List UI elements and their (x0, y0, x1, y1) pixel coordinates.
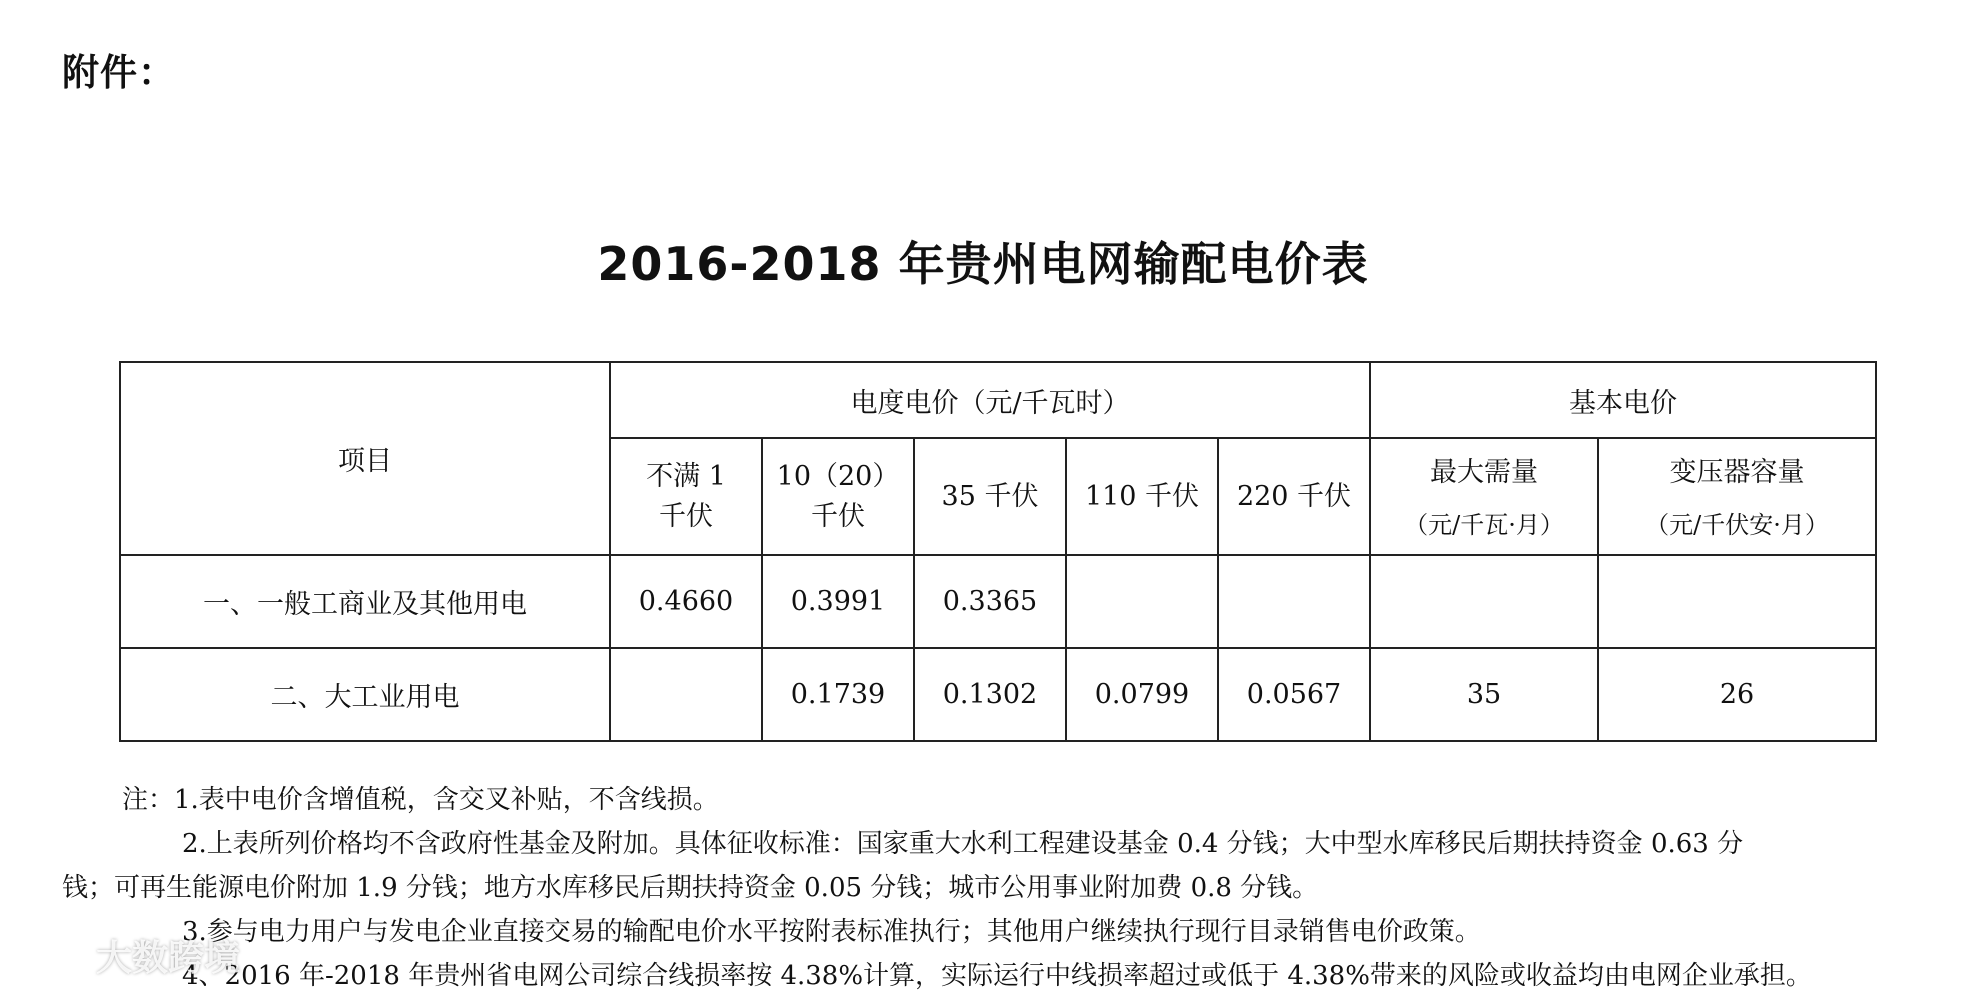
note-line: 3.参与电力用户与发电企业直接交易的输配电价水平按附表标准执行；其他用户继续执行现行目录销售电价政策。 (182, 917, 1481, 947)
transformer-capacity-header: 变压器容量 （元/千伏安·月） (1598, 438, 1876, 555)
k-chat-logo-icon (12, 936, 88, 976)
energy-price-header: 电度电价（元/千瓦时） (610, 362, 1370, 438)
table-row (120, 648, 1876, 741)
table-cell (1370, 555, 1598, 648)
note-line: 2.上表所列价格均不含政府性基金及附加。具体征收标准：国家重大水利工程建设基金 0.4 分钱；大中型水库移民后期扶持资金 0.63 分 (182, 829, 1744, 859)
basic-price-header: 基本电价 (1370, 362, 1876, 438)
max-demand-header: 最大需量 （元/千瓦·月） (1370, 438, 1598, 555)
table-cell (1218, 555, 1370, 648)
row-item-label: 二、大工业用电 (120, 648, 610, 741)
table-cell: 0.3365 (914, 555, 1066, 648)
voltage-header: 220 千伏 (1218, 438, 1370, 555)
item-header: 项目 (120, 362, 610, 555)
table-cell (1598, 555, 1876, 648)
watermark-text: 大数跨境 (96, 938, 241, 979)
table-header-row (120, 362, 1876, 438)
voltage-header: 10（20） 千伏 (762, 438, 914, 555)
row-item-label: 一、一般工商业及其他用电 (120, 555, 610, 648)
attachment-label: 附件： (62, 51, 176, 94)
note-line: 4、2016 年-2018 年贵州省电网公司综合线损率按 4.38%计算，实际运行中线损率超过或低于 4.38%带来的风险或收益均由电网企业承担。 (182, 961, 1812, 991)
table-cell: 26 (1598, 648, 1876, 741)
watermark (12, 930, 240, 981)
note-line: 注：1.表中电价含增值税，含交叉补贴，不含线损。 (122, 785, 719, 815)
voltage-header: 35 千伏 (914, 438, 1066, 555)
note-line: 钱；可再生能源电价附加 1.9 分钱；地方水库移民后期扶持资金 0.05 分钱；城市公用事业附加费 0.8 分钱。 (62, 873, 1319, 903)
table-cell: 0.0567 (1218, 648, 1370, 741)
table-cell: 0.1302 (914, 648, 1066, 741)
table-cell: 0.0799 (1066, 648, 1218, 741)
table-cell: 0.1739 (762, 648, 914, 741)
table-row (120, 555, 1876, 648)
table-cell (1066, 555, 1218, 648)
table-cell (610, 648, 762, 741)
table-cell: 0.3991 (762, 555, 914, 648)
table-cell: 35 (1370, 648, 1598, 741)
table-cell: 0.4660 (610, 555, 762, 648)
price-table (119, 361, 1877, 742)
notes-section (62, 778, 1942, 998)
document-title: 2016-2018 年贵州电网输配电价表 (597, 237, 1369, 291)
voltage-header: 110 千伏 (1066, 438, 1218, 555)
voltage-header: 不满 1 千伏 (610, 438, 762, 555)
